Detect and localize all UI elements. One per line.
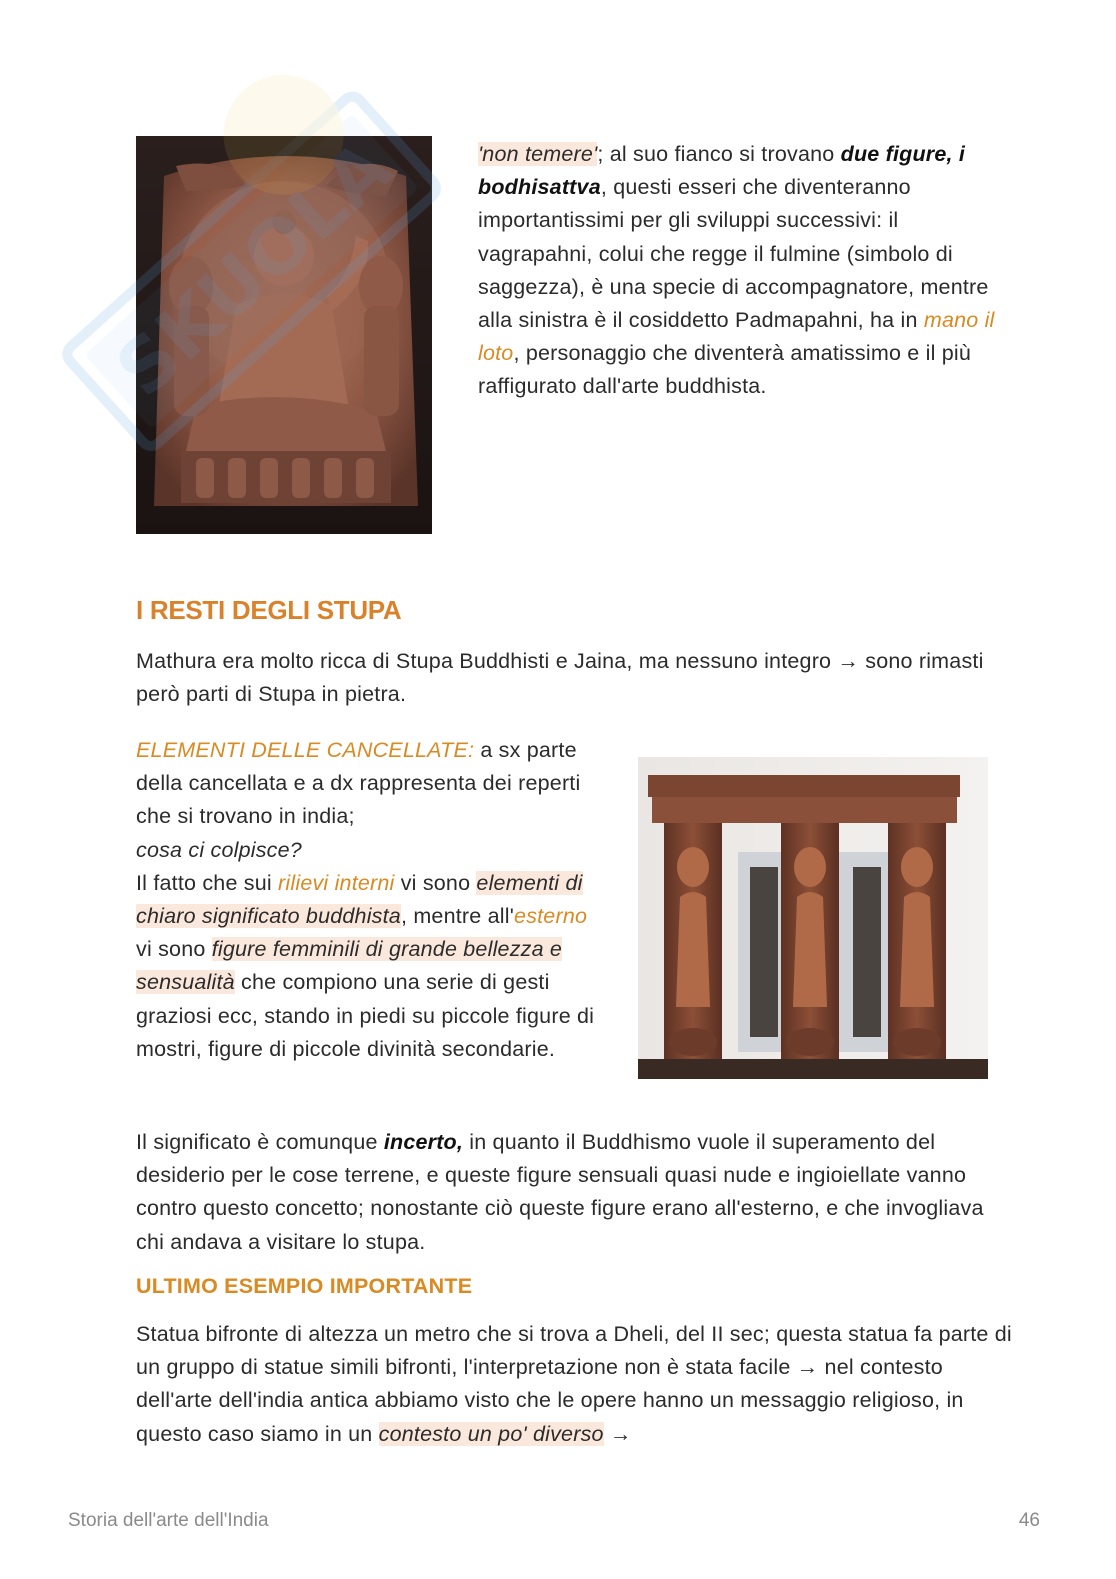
text-segment: vi sono: [394, 870, 477, 895]
rilievi-interni-highlight: rilievi interni: [278, 870, 395, 895]
elementi-highlight: elementi di chiaro significato buddhista: [136, 870, 583, 929]
ultimo-esempio-heading: ULTIMO ESEMPIO IMPORTANTE: [136, 1274, 473, 1298]
text-segment: vi sono: [136, 937, 212, 962]
text-segment: , personaggio che diventerà amatissimo e il più raffigurato dall'arte buddhista.: [478, 341, 972, 399]
mano-il-loto-highlight: mano il loto: [478, 308, 995, 366]
figure-femminili-highlight: figure femminili di grande bellezza e sensualità: [136, 937, 563, 995]
footer-document-title: Storia dell'arte dell'India: [68, 1510, 269, 1531]
section-heading: I RESTI DEGLI STUPA: [136, 595, 402, 625]
cancellate-paragraph: [136, 734, 606, 1066]
text-segment: →: [603, 1421, 632, 1446]
statua-bifronte-paragraph: [136, 1318, 1016, 1451]
due-figure-bold: due figure, i bodhisattva: [478, 142, 966, 200]
text-segment: , questi esseri che diventeranno importantissimi per gli sviluppi successivi: il vagrapahni, colui che regge il fulmine (simbolo di saggezza), è una specie di accompagnatore, mentre alla sinistra è il cosiddetto Padmapahni, ha in: [478, 175, 989, 333]
text-segment: , mentre all': [400, 904, 515, 929]
seated-buddha-relief-image: [136, 136, 432, 534]
text-segment: Statua bifronte di altezza un metro che si trova a Dheli, del II sec; questa statua fa parte di un gruppo di statue simili bifronti, l'interpretazione non è stata facile → nel contesto dell'arte dell'india antica abbiamo visto che le opere hanno un messaggio religioso, in questo caso siamo in un: [136, 1322, 1012, 1446]
stupa-railing-image: [638, 757, 988, 1079]
contesto-highlight: contesto un po' diverso: [378, 1421, 604, 1446]
text-segment: Il fatto che sui: [136, 870, 279, 895]
text-segment: Il significato è comunque: [136, 1130, 384, 1154]
stupa-intro-paragraph: Mathura era molto ricca di Stupa Buddhisti e Jaina, ma nessuno integro → sono rimasti però parti di Stupa in pietra.: [136, 649, 984, 707]
significato-incerto-paragraph: [136, 1126, 1006, 1259]
text-segment: in quanto il Buddhismo vuole il superamento del desiderio per le cose terrene, e queste figure sensuali quasi nude e ingioiellate vanno contro questo concetto; nonostante ciò queste figure erano all'esterno, e che invogliava chi andava a visitare lo stupa.: [136, 1130, 984, 1254]
bodhisattva-paragraph: [478, 138, 998, 404]
esterno-highlight: esterno: [514, 904, 588, 929]
incerto-bold: incerto,: [383, 1130, 464, 1154]
page-number: 46: [1018, 1510, 1040, 1531]
non-temere-highlight: 'non temere': [478, 142, 598, 166]
cancellate-label: ELEMENTI DELLE CANCELLATE:: [136, 738, 475, 762]
question-text: cosa ci colpisce?: [136, 837, 302, 862]
text-segment: che compiono una serie di gesti graziosi ecc, stando in piedi su piccole figure di mostri, figure di piccole divinità secondarie.: [136, 970, 595, 1061]
text-segment: ; al suo fianco si trovano: [597, 142, 841, 166]
text-segment: a sx parte della cancellata e a dx rappresenta dei reperti che si trovano in india;: [136, 738, 581, 829]
